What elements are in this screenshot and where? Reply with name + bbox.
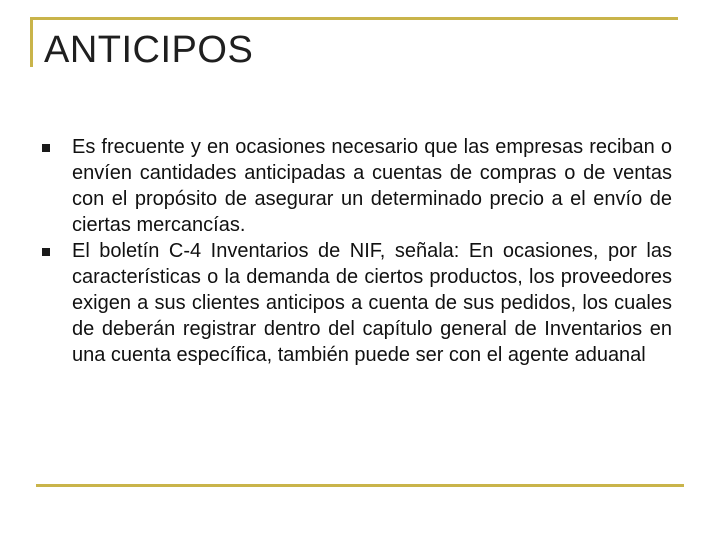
top-border-line <box>30 17 678 20</box>
bullet-list <box>42 134 672 368</box>
bullet-item-1 <box>42 134 672 238</box>
bottom-border-line <box>36 484 684 487</box>
bullet-item-2 <box>42 238 672 368</box>
square-bullet-icon <box>42 144 50 152</box>
bullet-text-2: El boletín C-4 Inventarios de NIF, señala: En ocasiones, por las características o la demanda de ciertos productos, los proveedores exigen a sus clientes anticipos a cuenta de sus pedidos, los cuales de deberán registrar dentro del capítulo general de Inventarios en una cuenta específica, también puede ser con el agente aduanal <box>72 240 672 366</box>
left-border-line <box>30 17 33 67</box>
bullet-text-1: Es frecuente y en ocasiones necesario que las empresas reciban o envíen cantidades anticipadas a cuentas de compras o de ventas con el propósito de asegurar un determinado precio a el envío de ciertas mercancías. <box>72 136 672 236</box>
square-bullet-icon <box>42 248 50 256</box>
slide-title: ANTICIPOS <box>44 29 254 71</box>
